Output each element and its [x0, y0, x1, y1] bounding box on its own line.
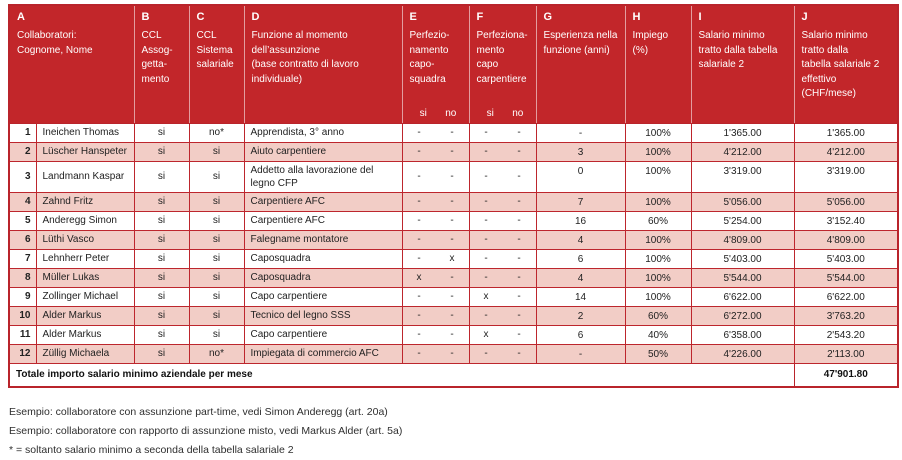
- perfezionamento-capo-carpentiere-si: -: [484, 348, 488, 359]
- perfezionamento-capo-carpentiere-si: -: [484, 272, 488, 283]
- esperienza-anni: 3: [536, 142, 625, 161]
- perfezionamento-caposquadra: [402, 287, 469, 306]
- footnote-line: * = soltanto salario minimo a seconda della tabella salariale 2: [9, 443, 294, 456]
- column-title-line: Impiego: [632, 30, 669, 41]
- column-title-line: effettivo: [801, 73, 837, 85]
- column-title-line: dell’assunzione: [251, 44, 320, 56]
- sublabel-no: no: [512, 107, 524, 119]
- salario-minimo-effettivo: 5'544.00: [794, 268, 898, 287]
- esperienza-anni: 4: [536, 268, 625, 287]
- column-title-line: Collaboratori:: [17, 30, 77, 41]
- row-number: 12: [9, 344, 36, 363]
- footnote-line: Esempio: collaboratore con rapporto di assunzione misto, vedi Markus Alder (art. 5a): [9, 424, 403, 437]
- column-letter: E: [409, 11, 417, 23]
- funzione-assunzione: Carpentiere AFC: [244, 192, 402, 211]
- column-title-line: (CHF/mese): [801, 88, 856, 99]
- sublabel-no: no: [445, 107, 457, 119]
- column-title-line: salariale 2: [698, 59, 745, 70]
- row-number: 7: [9, 249, 36, 268]
- table-row: [9, 344, 898, 363]
- column-letter: A: [17, 11, 25, 23]
- footnote-line: Esempio: collaboratore con assunzione part-time, vedi Simon Anderegg (art. 20a): [9, 405, 388, 418]
- perfezionamento-capo-carpentiere-no: -: [517, 234, 521, 245]
- perfezionamento-capo-carpentiere-no: -: [517, 348, 521, 359]
- ccl-assoggettamento: si: [134, 230, 189, 249]
- salario-minimo-tabella: 5'056.00: [691, 192, 794, 211]
- esperienza-anni: -: [536, 344, 625, 363]
- salary-table: [8, 4, 899, 388]
- perfezionamento-caposquadra-si: -: [417, 234, 421, 245]
- perfezionamento-capo-carpentiere-si: -: [484, 196, 488, 207]
- perfezionamento-capo-carpentiere-no: -: [517, 329, 521, 340]
- sublabel-si: si: [486, 107, 494, 119]
- row-number: 10: [9, 306, 36, 325]
- table-row: [9, 161, 898, 192]
- perfezionamento-capo-carpentiere: [469, 249, 536, 268]
- salario-minimo-tabella: 5'403.00: [691, 249, 794, 268]
- perfezionamento-caposquadra-no: -: [450, 272, 454, 283]
- column-title-line: Sistema: [196, 44, 233, 56]
- column-title-line: tratto dalla: [801, 44, 849, 56]
- column-title-line: squadra: [409, 73, 446, 85]
- perfezionamento-capo-carpentiere-no: -: [517, 253, 521, 264]
- esperienza-anni: 6: [536, 325, 625, 344]
- ccl-sistema-salariale: si: [189, 142, 244, 161]
- column-title-line: getta-: [141, 59, 168, 70]
- salario-minimo-effettivo: 4'809.00: [794, 230, 898, 249]
- column-letter: F: [476, 11, 484, 23]
- column-title-line: Salario minimo: [801, 30, 868, 41]
- perfezionamento-caposquadra-no: -: [450, 234, 454, 245]
- column-title-line: mento: [476, 44, 505, 56]
- table-row: [9, 287, 898, 306]
- perfezionamento-caposquadra: [402, 230, 469, 249]
- impiego-percent: 100%: [625, 192, 691, 211]
- column-header-g: [536, 5, 625, 123]
- ccl-assoggettamento: si: [134, 344, 189, 363]
- salario-minimo-tabella: 5'544.00: [691, 268, 794, 287]
- perfezionamento-caposquadra-no: -: [450, 146, 454, 157]
- collaborator-name: Anderegg Simon: [36, 211, 134, 230]
- column-title-line: individuale): [251, 73, 303, 85]
- esperienza-anni: 2: [536, 306, 625, 325]
- perfezionamento-caposquadra-no: x: [449, 253, 455, 264]
- perfezionamento-capo-carpentiere: [469, 306, 536, 325]
- salario-minimo-effettivo: 3'319.00: [794, 161, 898, 192]
- ccl-assoggettamento: si: [134, 325, 189, 344]
- perfezionamento-capo-carpentiere-no: -: [517, 146, 521, 157]
- esperienza-anni: -: [536, 123, 625, 142]
- collaborator-name: Alder Markus: [36, 306, 134, 325]
- perfezionamento-capo-carpentiere-no: -: [517, 215, 521, 226]
- ccl-sistema-salariale: no*: [189, 344, 244, 363]
- perfezionamento-capo-carpentiere-si: -: [484, 310, 488, 321]
- column-letter: C: [196, 11, 205, 23]
- perfezionamento-capo-carpentiere: [469, 211, 536, 230]
- impiego-percent: 100%: [625, 123, 691, 142]
- ccl-sistema-salariale: no*: [189, 123, 244, 142]
- perfezionamento-caposquadra-no: -: [450, 329, 454, 340]
- column-title-line: mento: [141, 73, 170, 85]
- ccl-sistema-salariale: si: [189, 306, 244, 325]
- perfezionamento-capo-carpentiere-no: -: [517, 310, 521, 321]
- perfezionamento-capo-carpentiere: [469, 268, 536, 287]
- perfezionamento-caposquadra-si: -: [417, 348, 421, 359]
- perfezionamento-capo-carpentiere-si: -: [484, 215, 488, 226]
- perfezionamento-caposquadra-si: -: [417, 253, 421, 264]
- ccl-sistema-salariale: si: [189, 249, 244, 268]
- impiego-percent: 60%: [625, 211, 691, 230]
- impiego-percent: 100%: [625, 161, 691, 192]
- ccl-assoggettamento: si: [134, 249, 189, 268]
- salario-minimo-effettivo: 3'152.40: [794, 211, 898, 230]
- perfezionamento-capo-carpentiere: [469, 230, 536, 249]
- table-row: [9, 325, 898, 344]
- impiego-percent: 60%: [625, 306, 691, 325]
- perfezionamento-caposquadra: [402, 211, 469, 230]
- ccl-sistema-salariale: si: [189, 230, 244, 249]
- perfezionamento-caposquadra-no: -: [450, 291, 454, 302]
- column-letter: J: [801, 11, 808, 23]
- impiego-percent: 50%: [625, 344, 691, 363]
- funzione-assunzione: Caposquadra: [244, 249, 402, 268]
- perfezionamento-capo-carpentiere-si: x: [483, 329, 489, 340]
- sublabel-si: si: [419, 107, 427, 119]
- impiego-percent: 100%: [625, 230, 691, 249]
- perfezionamento-capo-carpentiere-no: -: [517, 171, 521, 182]
- perfezionamento-capo-carpentiere-no: -: [517, 127, 521, 138]
- salario-minimo-tabella: 5'254.00: [691, 211, 794, 230]
- perfezionamento-capo-carpentiere: [469, 344, 536, 363]
- column-title-line: (base contratto di lavoro: [251, 59, 359, 70]
- perfezionamento-capo-carpentiere: [469, 287, 536, 306]
- ccl-sistema-salariale: si: [189, 268, 244, 287]
- ccl-assoggettamento: si: [134, 287, 189, 306]
- total-row: [9, 363, 898, 387]
- row-number: 1: [9, 123, 36, 142]
- perfezionamento-caposquadra: [402, 161, 469, 192]
- salario-minimo-tabella: 6'622.00: [691, 287, 794, 306]
- perfezionamento-caposquadra-si: -: [417, 310, 421, 321]
- salario-minimo-tabella: 4'226.00: [691, 344, 794, 363]
- perfezionamento-capo-carpentiere-si: -: [484, 253, 488, 264]
- esperienza-anni: 16: [536, 211, 625, 230]
- impiego-percent: 100%: [625, 268, 691, 287]
- perfezionamento-capo-carpentiere-no: -: [517, 272, 521, 283]
- perfezionamento-caposquadra: [402, 325, 469, 344]
- funzione-assunzione: Impiegata di commercio AFC: [244, 344, 402, 363]
- perfezionamento-caposquadra-si: -: [417, 196, 421, 207]
- si-no-sublabels: [477, 108, 532, 119]
- perfezionamento-caposquadra-no: -: [450, 310, 454, 321]
- column-letter: D: [251, 11, 260, 23]
- table-row: [9, 306, 898, 325]
- table-row: [9, 192, 898, 211]
- column-title-line: funzione (anni): [543, 44, 610, 56]
- perfezionamento-capo-carpentiere: [469, 161, 536, 192]
- collaborator-name: Lehnherr Peter: [36, 249, 134, 268]
- esperienza-anni: 6: [536, 249, 625, 268]
- column-letter: I: [698, 11, 702, 23]
- perfezionamento-capo-carpentiere-no: -: [517, 291, 521, 302]
- table-footer: [9, 363, 898, 387]
- footnotes: [8, 403, 902, 460]
- funzione-assunzione: Caposquadra: [244, 268, 402, 287]
- row-number: 5: [9, 211, 36, 230]
- column-title-line: namento: [409, 44, 449, 56]
- total-label: Totale importo salario minimo aziendale per mese: [9, 363, 794, 387]
- row-number: 2: [9, 142, 36, 161]
- table-row: [9, 249, 898, 268]
- column-title-line: tratto dalla tabella: [698, 44, 778, 56]
- perfezionamento-caposquadra: [402, 192, 469, 211]
- column-title-line: CCL: [141, 30, 162, 41]
- table-header: [9, 5, 898, 123]
- salario-minimo-tabella: 6'272.00: [691, 306, 794, 325]
- funzione-assunzione: Aiuto carpentiere: [244, 142, 402, 161]
- column-title-line: carpentiere: [476, 73, 527, 85]
- column-title-line: Esperienza nella: [543, 30, 618, 41]
- collaborator-name: Lüscher Hanspeter: [36, 142, 134, 161]
- impiego-percent: 100%: [625, 142, 691, 161]
- column-title-line: Perfeziona-: [476, 30, 528, 41]
- perfezionamento-caposquadra-no: -: [450, 171, 454, 182]
- ccl-assoggettamento: si: [134, 268, 189, 287]
- impiego-percent: 40%: [625, 325, 691, 344]
- column-header-c: [189, 5, 244, 123]
- table-row: [9, 211, 898, 230]
- ccl-sistema-salariale: si: [189, 192, 244, 211]
- perfezionamento-capo-carpentiere: [469, 192, 536, 211]
- perfezionamento-caposquadra-no: -: [450, 127, 454, 138]
- funzione-assunzione: Carpentiere AFC: [244, 211, 402, 230]
- perfezionamento-caposquadra: [402, 344, 469, 363]
- collaborator-name: Zollinger Michael: [36, 287, 134, 306]
- esperienza-anni: 7: [536, 192, 625, 211]
- row-number: 8: [9, 268, 36, 287]
- ccl-sistema-salariale: si: [189, 161, 244, 192]
- ccl-assoggettamento: si: [134, 161, 189, 192]
- funzione-assunzione: Falegname montatore: [244, 230, 402, 249]
- column-title-line: Cognome, Nome: [17, 44, 93, 56]
- perfezionamento-capo-carpentiere-si: -: [484, 171, 488, 182]
- row-number: 9: [9, 287, 36, 306]
- si-no-sublabels: [410, 108, 465, 119]
- column-title-line: (%): [632, 44, 649, 56]
- table-body: [9, 123, 898, 363]
- ccl-assoggettamento: si: [134, 211, 189, 230]
- ccl-assoggettamento: si: [134, 142, 189, 161]
- perfezionamento-caposquadra-si: -: [417, 329, 421, 340]
- salario-minimo-tabella: 3'319.00: [691, 161, 794, 192]
- column-title-line: Assog-: [141, 44, 173, 56]
- collaborator-name: Landmann Kaspar: [36, 161, 134, 192]
- perfezionamento-caposquadra: [402, 268, 469, 287]
- column-letter: H: [632, 11, 641, 23]
- row-number: 3: [9, 161, 36, 192]
- row-number: 4: [9, 192, 36, 211]
- column-letter: B: [141, 11, 150, 23]
- perfezionamento-caposquadra-si: -: [417, 291, 421, 302]
- perfezionamento-caposquadra: [402, 142, 469, 161]
- column-header-e: [402, 5, 469, 123]
- column-header-j: [794, 5, 898, 123]
- funzione-assunzione: Addetto alla lavorazione del legno CFP: [244, 161, 402, 192]
- column-title-line: Perfezio-: [409, 30, 450, 41]
- column-header-d: [244, 5, 402, 123]
- impiego-percent: 100%: [625, 249, 691, 268]
- column-header-f: [469, 5, 536, 123]
- perfezionamento-caposquadra-si: -: [417, 146, 421, 157]
- perfezionamento-caposquadra: [402, 123, 469, 142]
- perfezionamento-capo-carpentiere-si: -: [484, 127, 488, 138]
- perfezionamento-caposquadra-no: -: [450, 196, 454, 207]
- header-row: [9, 5, 898, 123]
- esperienza-anni: 0: [536, 161, 625, 192]
- column-title-line: capo: [476, 59, 499, 70]
- perfezionamento-caposquadra: [402, 249, 469, 268]
- perfezionamento-capo-carpentiere: [469, 325, 536, 344]
- perfezionamento-caposquadra-si: -: [417, 215, 421, 226]
- perfezionamento-caposquadra-no: -: [450, 348, 454, 359]
- collaborator-name: Züllig Michaela: [36, 344, 134, 363]
- column-header-h: [625, 5, 691, 123]
- column-title-line: capo-: [409, 59, 435, 70]
- table-row: [9, 142, 898, 161]
- salario-minimo-effettivo: 2'113.00: [794, 344, 898, 363]
- collaborator-name: Ineichen Thomas: [36, 123, 134, 142]
- perfezionamento-caposquadra: [402, 306, 469, 325]
- column-title-line: Salario minimo: [698, 30, 765, 41]
- perfezionamento-capo-carpentiere-si: x: [483, 291, 489, 302]
- esperienza-anni: 14: [536, 287, 625, 306]
- funzione-assunzione: Tecnico del legno SSS: [244, 306, 402, 325]
- perfezionamento-capo-carpentiere-si: -: [484, 146, 488, 157]
- perfezionamento-capo-carpentiere: [469, 142, 536, 161]
- impiego-percent: 100%: [625, 287, 691, 306]
- column-title-line: tabella salariale 2: [801, 59, 880, 70]
- table-row: [9, 230, 898, 249]
- ccl-sistema-salariale: si: [189, 287, 244, 306]
- salario-minimo-effettivo: 3'763.20: [794, 306, 898, 325]
- total-value: 47'901.80: [794, 363, 898, 387]
- column-letter: G: [543, 11, 553, 23]
- salario-minimo-effettivo: 2'543.20: [794, 325, 898, 344]
- row-number: 6: [9, 230, 36, 249]
- salario-minimo-tabella: 4'212.00: [691, 142, 794, 161]
- salario-minimo-tabella: 4'809.00: [691, 230, 794, 249]
- column-header-a: [9, 5, 134, 123]
- salario-minimo-tabella: 1'365.00: [691, 123, 794, 142]
- perfezionamento-caposquadra-no: -: [450, 215, 454, 226]
- salario-minimo-effettivo: 5'056.00: [794, 192, 898, 211]
- perfezionamento-capo-carpentiere: [469, 123, 536, 142]
- esperienza-anni: 4: [536, 230, 625, 249]
- ccl-assoggettamento: si: [134, 123, 189, 142]
- salario-minimo-tabella: 6'358.00: [691, 325, 794, 344]
- collaborator-name: Lüthi Vasco: [36, 230, 134, 249]
- collaborator-name: Zahnd Fritz: [36, 192, 134, 211]
- perfezionamento-capo-carpentiere-si: -: [484, 234, 488, 245]
- perfezionamento-caposquadra-si: -: [417, 171, 421, 182]
- collaborator-name: Müller Lukas: [36, 268, 134, 287]
- column-title-line: Funzione al momento: [251, 30, 348, 41]
- table-row: [9, 268, 898, 287]
- column-header-b: [134, 5, 189, 123]
- salario-minimo-effettivo: 1'365.00: [794, 123, 898, 142]
- salario-minimo-effettivo: 6'622.00: [794, 287, 898, 306]
- column-title-line: CCL: [196, 30, 217, 41]
- salario-minimo-effettivo: 4'212.00: [794, 142, 898, 161]
- perfezionamento-capo-carpentiere-no: -: [517, 196, 521, 207]
- ccl-assoggettamento: si: [134, 192, 189, 211]
- funzione-assunzione: Capo carpentiere: [244, 287, 402, 306]
- column-header-i: [691, 5, 794, 123]
- ccl-assoggettamento: si: [134, 306, 189, 325]
- row-number: 11: [9, 325, 36, 344]
- ccl-sistema-salariale: si: [189, 325, 244, 344]
- salario-minimo-effettivo: 5'403.00: [794, 249, 898, 268]
- funzione-assunzione: Apprendista, 3° anno: [244, 123, 402, 142]
- perfezionamento-caposquadra-si: -: [417, 127, 421, 138]
- table-row: [9, 123, 898, 142]
- perfezionamento-caposquadra-si: x: [416, 272, 422, 283]
- funzione-assunzione: Capo carpentiere: [244, 325, 402, 344]
- collaborator-name: Alder Markus: [36, 325, 134, 344]
- ccl-sistema-salariale: si: [189, 211, 244, 230]
- column-title-line: salariale: [196, 59, 234, 70]
